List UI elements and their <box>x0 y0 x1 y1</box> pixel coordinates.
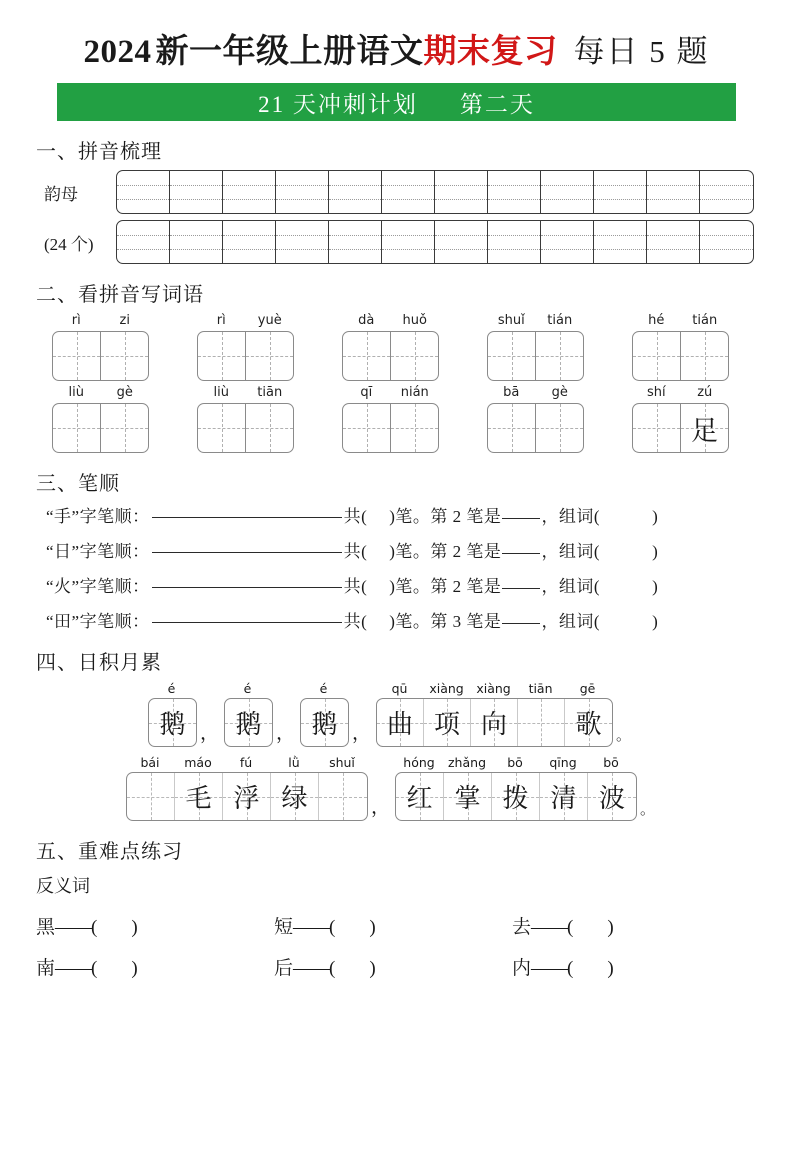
pinyin-syllable: gè <box>116 385 133 400</box>
fourline-cell[interactable] <box>700 171 753 213</box>
antonym-dash: —— <box>293 917 330 938</box>
stroke-target-char: “田” <box>46 612 80 631</box>
poem-cell[interactable] <box>518 699 565 746</box>
poem-cell[interactable] <box>444 773 492 820</box>
word-form-close: ) <box>652 542 659 561</box>
poem-cell[interactable] <box>301 699 348 746</box>
poem-cell[interactable] <box>127 773 175 820</box>
stroke-order-answer-line[interactable] <box>152 587 342 588</box>
tianzige-glyph: 足 <box>691 415 718 446</box>
tianzige-cell[interactable] <box>343 404 391 452</box>
pinyin-syllable: tián <box>547 313 573 328</box>
poem-pinyin-row <box>395 755 637 770</box>
word-grid-row <box>52 313 793 381</box>
poem-cell[interactable] <box>396 773 444 820</box>
fourline-cell[interactable] <box>435 221 488 263</box>
antonym-word: 短 <box>274 917 294 938</box>
word-grid-row <box>52 385 793 453</box>
stroke-target-char: “日” <box>46 542 80 561</box>
stroke-target-char: “火” <box>46 577 80 596</box>
poem-pinyin-row <box>126 755 368 770</box>
stroke-count-open: 共( <box>343 612 368 631</box>
punctuation: ， <box>276 723 296 744</box>
word-item <box>342 385 487 453</box>
antonym-paren-open: ( <box>91 958 98 979</box>
poem-cell[interactable] <box>223 773 271 820</box>
fourline-cell[interactable] <box>488 221 541 263</box>
word-item <box>342 313 487 381</box>
punctuation: ， <box>371 797 391 818</box>
word-form-close: ) <box>652 612 659 631</box>
pinyin-syllable: xiàng <box>476 681 511 696</box>
pinyin-label-count: (24 个) <box>44 234 94 254</box>
pinyin-syllable: shuǐ <box>329 755 355 770</box>
tianzige-cell[interactable] <box>246 332 293 380</box>
pinyin-syllable: liù <box>68 385 84 400</box>
antonym-item <box>274 912 512 939</box>
poem-pinyin-row <box>224 681 273 696</box>
fourline-cell[interactable] <box>117 221 170 263</box>
fourline-cell[interactable] <box>170 221 223 263</box>
poem-cell[interactable] <box>225 699 272 746</box>
pinyin-syllable: é <box>167 681 176 696</box>
pinyin-syllable: máo <box>184 755 212 770</box>
fourline-cell[interactable] <box>541 171 594 213</box>
antonym-paren-open: ( <box>567 917 574 938</box>
antonym-word: 黑 <box>36 917 56 938</box>
word-form-open: ，组词( <box>541 507 601 526</box>
antonym-paren-open: ( <box>329 917 336 938</box>
word-item <box>197 313 342 381</box>
fourline-grid-row-1[interactable] <box>116 170 754 214</box>
tianzige-box[interactable] <box>632 403 729 453</box>
tianzige-cell[interactable] <box>391 404 438 452</box>
stroke-nth-answer-line[interactable] <box>502 623 540 624</box>
antonym-item <box>36 912 274 939</box>
stroke-order-row <box>46 537 793 562</box>
poem-cell[interactable] <box>565 699 612 746</box>
pinyin-syllable: bā <box>503 385 520 400</box>
antonym-row <box>36 953 793 980</box>
stroke-count-open: 共( <box>343 542 368 561</box>
poem-glyph: 曲 <box>387 710 414 739</box>
word-pinyin <box>342 313 439 328</box>
word-item <box>52 313 197 381</box>
pinyin-syllable: tián <box>692 313 718 328</box>
stroke-count-open: 共( <box>343 577 368 596</box>
stroke-count-open: 共( <box>343 507 368 526</box>
tianzige-cell[interactable] <box>198 332 246 380</box>
tianzige-cell[interactable] <box>681 404 728 452</box>
poem-line-1 <box>148 681 793 747</box>
antonym-paren-close: ) <box>607 958 614 979</box>
stroke-order-answer-line[interactable] <box>152 552 342 553</box>
fourline-cell[interactable] <box>382 221 435 263</box>
fourline-grid-row-2[interactable] <box>116 220 754 264</box>
word-item <box>632 385 777 453</box>
poem-phrase-group <box>376 681 613 747</box>
tianzige-box[interactable] <box>197 331 294 381</box>
antonym-paren-close: ) <box>131 958 138 979</box>
pinyin-syllable: shí <box>646 385 666 400</box>
poem-glyph: 向 <box>481 710 508 739</box>
punctuation: 。 <box>640 802 656 818</box>
tianzige-cell[interactable] <box>681 332 728 380</box>
section-2-heading: 二、看拼音写词语 <box>36 284 204 306</box>
antonym-block <box>0 912 793 980</box>
tianzige-box[interactable] <box>342 331 439 381</box>
tianzige-cell[interactable] <box>488 404 536 452</box>
page-title <box>0 36 793 69</box>
word-item <box>52 385 197 453</box>
antonym-paren-close: ) <box>607 917 614 938</box>
tianzige-cell[interactable] <box>536 404 583 452</box>
fourline-cell[interactable] <box>329 221 382 263</box>
tianzige-cell[interactable] <box>633 332 681 380</box>
pinyin-syllable: gē <box>579 681 596 696</box>
tianzige-cell[interactable] <box>101 404 148 452</box>
pinyin-syllable: qī <box>360 385 373 400</box>
pinyin-syllable: rì <box>71 313 81 328</box>
stroke-nth-answer-line[interactable] <box>502 553 540 554</box>
tianzige-cell[interactable] <box>536 332 583 380</box>
section-3-heading: 三、笔顺 <box>36 473 120 495</box>
stroke-order-answer-line[interactable] <box>152 517 342 518</box>
antonym-paren-open: ( <box>567 958 574 979</box>
antonym-dash: —— <box>531 917 568 938</box>
tianzige-box[interactable] <box>52 331 149 381</box>
poem-cell[interactable] <box>492 773 540 820</box>
pinyin-syllable: xiàng <box>429 681 464 696</box>
word-pinyin <box>52 313 149 328</box>
poem-cell[interactable] <box>471 699 518 746</box>
pinyin-label-yunmu: 韵母 <box>44 184 78 204</box>
plan-banner <box>57 83 736 121</box>
antonym-item <box>36 953 274 980</box>
poem-cell[interactable] <box>319 773 367 820</box>
stroke-nth-label: )笔。第 2 笔是 <box>389 507 502 526</box>
stroke-nth-answer-line[interactable] <box>502 518 540 519</box>
poem-cell[interactable] <box>377 699 424 746</box>
poem-glyph: 鹅 <box>159 710 186 739</box>
poem-glyph: 波 <box>599 784 626 813</box>
poem-glyph: 拨 <box>502 784 529 813</box>
stroke-order-row <box>46 572 793 597</box>
tianzige-cell[interactable] <box>343 332 391 380</box>
word-pinyin <box>632 385 729 400</box>
tianzige-cell[interactable] <box>633 404 681 452</box>
fourline-cell[interactable] <box>488 171 541 213</box>
fourline-cell[interactable] <box>223 221 276 263</box>
pinyin-syllable: rì <box>216 313 226 328</box>
poem-glyph: 红 <box>406 784 433 813</box>
stroke-order-block <box>0 502 793 632</box>
pinyin-row-1 <box>36 170 793 214</box>
tianzige-cell[interactable] <box>488 332 536 380</box>
word-pinyin <box>197 313 294 328</box>
poem-box-group[interactable] <box>376 698 613 747</box>
tianzige-box[interactable] <box>632 331 729 381</box>
punctuation: 。 <box>616 728 632 744</box>
word-form-open: ，组词( <box>541 612 601 631</box>
stroke-prompt-label: 字笔顺： <box>79 577 150 596</box>
antonym-word: 去 <box>512 917 532 938</box>
stroke-nth-label: )笔。第 2 笔是 <box>389 577 502 596</box>
fourline-cell[interactable] <box>594 221 647 263</box>
fourline-cell[interactable] <box>223 171 276 213</box>
poem-line-2 <box>126 755 793 821</box>
pinyin-syllable: yuè <box>257 313 282 328</box>
pinyin-syllable: hé <box>648 313 665 328</box>
stroke-nth-label: )笔。第 3 笔是 <box>389 612 502 631</box>
stroke-nth-label: )笔。第 2 笔是 <box>389 542 502 561</box>
poem-cell[interactable] <box>424 699 471 746</box>
stroke-order-row <box>46 502 793 527</box>
poem-cell[interactable] <box>271 773 319 820</box>
stroke-order-answer-line[interactable] <box>152 622 342 623</box>
antonym-dash: —— <box>293 958 330 979</box>
poem-phrase-group <box>126 755 368 821</box>
tianzige-cell[interactable] <box>246 404 293 452</box>
pinyin-syllable: qīng <box>549 755 577 770</box>
poem-glyph: 毛 <box>185 784 212 813</box>
title-suffix: 每日 5 题 <box>573 34 710 69</box>
poem-glyph: 鹅 <box>311 710 338 739</box>
antonym-item <box>512 953 750 980</box>
poem-box-group[interactable] <box>224 698 273 747</box>
word-form-open: ，组词( <box>541 542 601 561</box>
antonym-word: 南 <box>36 958 56 979</box>
antonym-item <box>274 953 512 980</box>
word-item <box>487 385 632 453</box>
fourline-cell[interactable] <box>647 221 700 263</box>
pinyin-syllable: lǜ <box>288 755 300 770</box>
tianzige-box[interactable] <box>52 403 149 453</box>
antonym-paren-close: ) <box>131 917 138 938</box>
pinyin-syllable: huǒ <box>402 313 427 328</box>
word-pinyin <box>52 385 149 400</box>
section-5-heading: 五、重难点练习 <box>36 841 183 863</box>
antonym-paren-close: ) <box>369 958 376 979</box>
word-form-open: ，组词( <box>541 577 601 596</box>
pinyin-syllable: é <box>319 681 328 696</box>
poem-cell[interactable] <box>175 773 223 820</box>
tianzige-cell[interactable] <box>101 332 148 380</box>
poem-glyph: 鹅 <box>235 710 262 739</box>
pinyin-syllable: bō <box>507 755 523 770</box>
word-pinyin <box>197 385 294 400</box>
fourline-cell[interactable] <box>276 171 329 213</box>
poem-phrase-group <box>224 681 273 747</box>
antonym-subheading: 反义词 <box>36 876 90 896</box>
pinyin-practice-block <box>36 170 793 264</box>
fourline-cell[interactable] <box>700 221 753 263</box>
stroke-prompt-label: 字笔顺： <box>79 542 150 561</box>
pinyin-syllable: é <box>243 681 252 696</box>
tianzige-cell[interactable] <box>53 332 101 380</box>
pinyin-syllable: liù <box>213 385 229 400</box>
pinyin-syllable: qū <box>391 681 408 696</box>
poem-box-group[interactable] <box>300 698 349 747</box>
word-pinyin <box>632 313 729 328</box>
tianzige-cell[interactable] <box>391 332 438 380</box>
poem-glyph: 绿 <box>281 784 308 813</box>
word-writing-block <box>0 313 793 453</box>
word-item <box>632 313 777 381</box>
antonym-dash: —— <box>55 958 92 979</box>
poem-glyph: 清 <box>550 784 577 813</box>
title-year: 2024 <box>83 34 152 70</box>
word-form-close: ) <box>652 577 659 596</box>
pinyin-row-2 <box>36 220 793 264</box>
word-pinyin <box>487 313 584 328</box>
poem-pinyin-row <box>148 681 197 696</box>
pinyin-syllable: tiān <box>257 385 283 400</box>
title-main: 新一年级上册语文 <box>155 34 424 70</box>
antonym-paren-open: ( <box>329 958 336 979</box>
pinyin-syllable: tiān <box>528 681 553 696</box>
poem-box-group[interactable] <box>126 772 368 821</box>
fourline-cell[interactable] <box>647 171 700 213</box>
poem-phrase-group <box>148 681 197 747</box>
antonym-item <box>512 912 750 939</box>
fourline-cell[interactable] <box>541 221 594 263</box>
tianzige-box[interactable] <box>197 403 294 453</box>
poem-pinyin-row <box>300 681 349 696</box>
banner-plan-label: 21 天冲刺计划 <box>258 91 418 117</box>
fourline-cell[interactable] <box>382 171 435 213</box>
tianzige-box[interactable] <box>487 331 584 381</box>
poem-cell[interactable] <box>149 699 196 746</box>
fourline-cell[interactable] <box>117 171 170 213</box>
poem-phrase-group <box>395 755 637 821</box>
poem-glyph: 掌 <box>454 784 481 813</box>
pinyin-syllable: dà <box>358 313 375 328</box>
word-item <box>197 385 342 453</box>
fourline-cell[interactable] <box>170 171 223 213</box>
section-1-heading: 一、拼音梳理 <box>36 141 162 163</box>
tianzige-box[interactable] <box>342 403 439 453</box>
fourline-cell[interactable] <box>594 171 647 213</box>
poem-block <box>0 681 793 821</box>
antonym-paren-close: ) <box>369 917 376 938</box>
title-highlight: 期末复习 <box>423 34 558 70</box>
pinyin-syllable: bái <box>140 755 160 770</box>
fourline-cell[interactable] <box>329 171 382 213</box>
banner-day-label: 第二天 <box>459 91 535 117</box>
pinyin-syllable: shuǐ <box>497 313 525 328</box>
punctuation: ， <box>352 723 372 744</box>
word-item <box>487 313 632 381</box>
poem-box-group[interactable] <box>395 772 637 821</box>
stroke-prompt-label: 字笔顺： <box>79 612 150 631</box>
stroke-target-char: “手” <box>46 507 80 526</box>
stroke-nth-answer-line[interactable] <box>502 588 540 589</box>
poem-glyph: 浮 <box>233 784 260 813</box>
antonym-dash: —— <box>55 917 92 938</box>
poem-glyph: 歌 <box>575 710 602 739</box>
poem-cell[interactable] <box>540 773 588 820</box>
stroke-prompt-label: 字笔顺： <box>79 507 150 526</box>
pinyin-syllable: zhǎng <box>448 755 487 770</box>
poem-box-group[interactable] <box>148 698 197 747</box>
antonym-word: 后 <box>274 958 294 979</box>
punctuation: ， <box>200 723 220 744</box>
antonym-row <box>36 912 793 939</box>
pinyin-syllable: gè <box>551 385 568 400</box>
section-4-heading: 四、日积月累 <box>36 652 162 674</box>
tianzige-box[interactable] <box>487 403 584 453</box>
poem-phrase-group <box>300 681 349 747</box>
stroke-order-row <box>46 607 793 632</box>
fourline-cell[interactable] <box>435 171 488 213</box>
antonym-paren-open: ( <box>91 917 98 938</box>
poem-cell[interactable] <box>588 773 636 820</box>
pinyin-syllable: fú <box>239 755 253 770</box>
antonym-word: 内 <box>512 958 532 979</box>
pinyin-syllable: zi <box>119 313 130 328</box>
word-pinyin <box>342 385 439 400</box>
pinyin-syllable: nián <box>400 385 429 400</box>
pinyin-syllable: bō <box>603 755 619 770</box>
pinyin-syllable: hóng <box>403 755 435 770</box>
word-form-close: ) <box>652 507 659 526</box>
tianzige-cell[interactable] <box>198 404 246 452</box>
tianzige-cell[interactable] <box>53 404 101 452</box>
poem-glyph: 项 <box>434 710 461 739</box>
poem-pinyin-row <box>376 681 613 696</box>
antonym-dash: —— <box>531 958 568 979</box>
word-pinyin <box>487 385 584 400</box>
pinyin-syllable: zú <box>697 385 713 400</box>
fourline-cell[interactable] <box>276 221 329 263</box>
